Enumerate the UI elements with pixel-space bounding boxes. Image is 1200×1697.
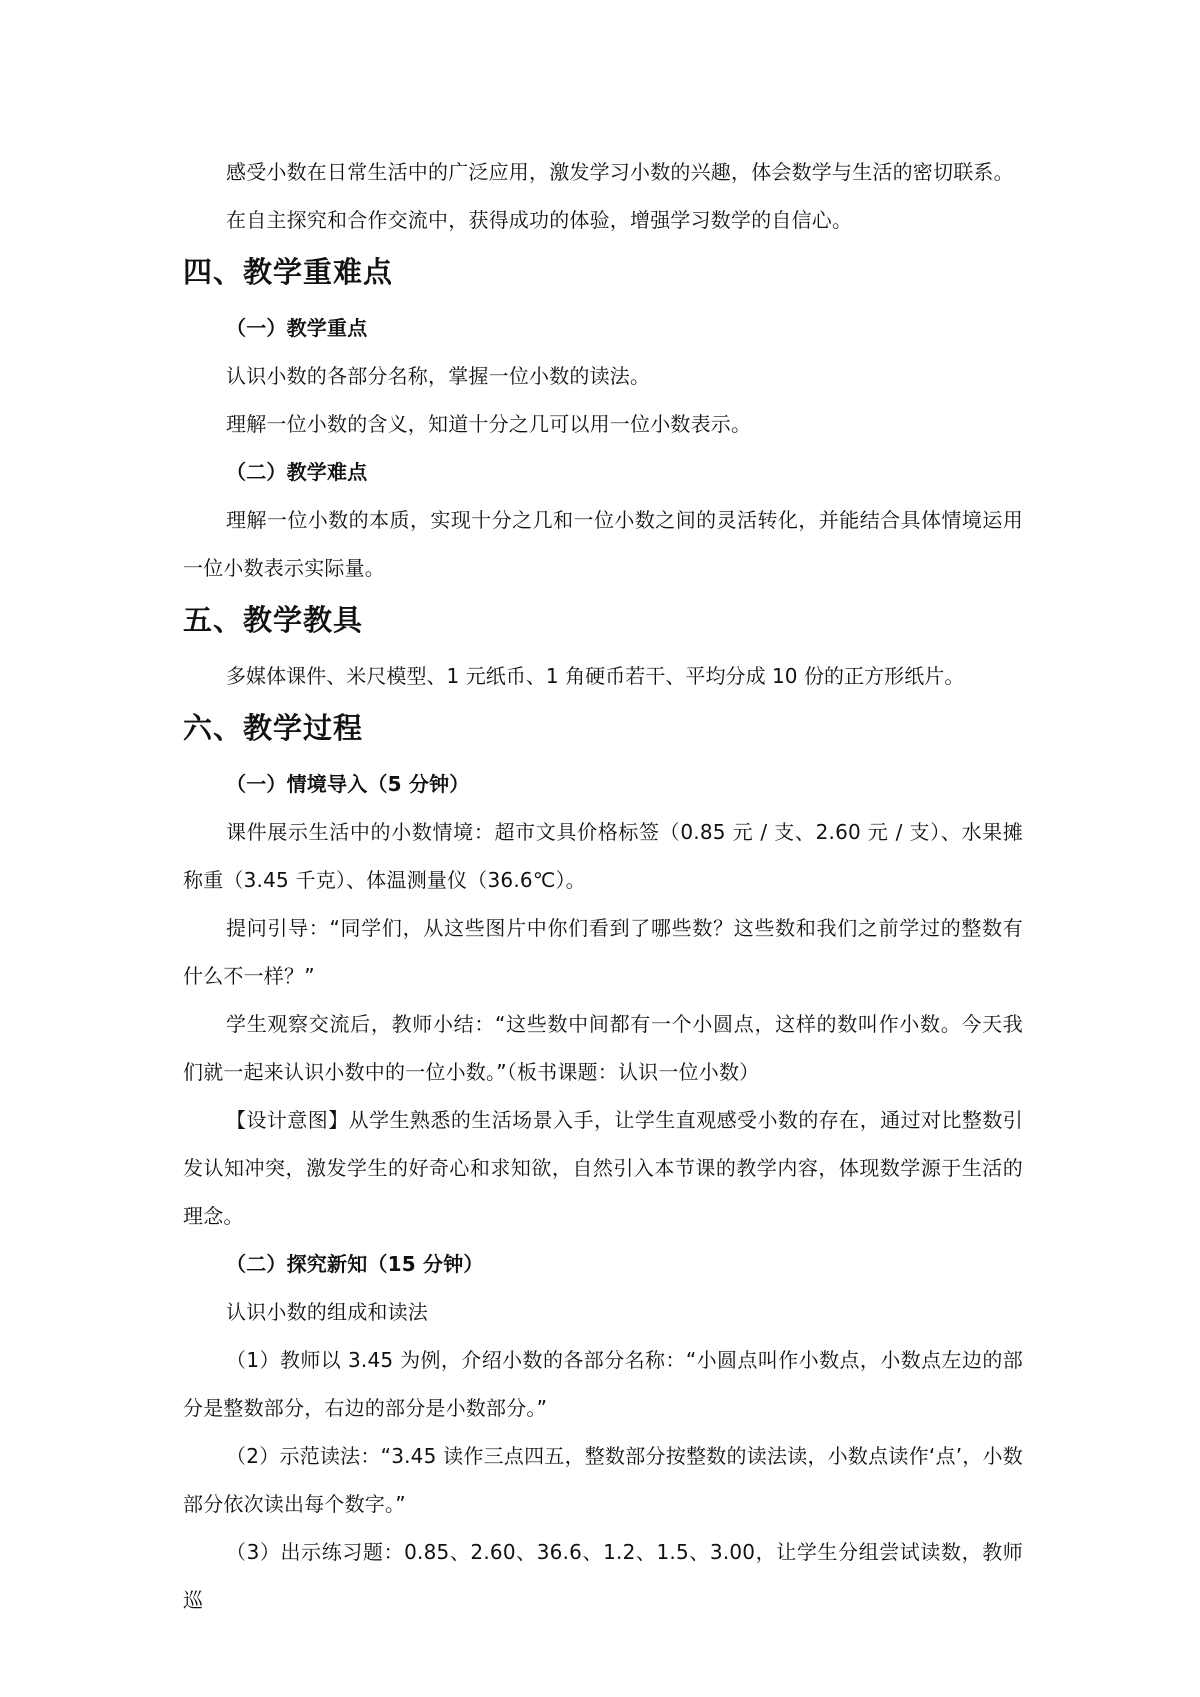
paragraph-step-2: （2）示范读法：“3.45 读作三点四五，整数部分按整数的读法读，小数点读作‘点’，小数部分依次读出每个数字。”	[183, 1444, 1023, 1516]
paragraph-confidence-goal: 在自主探究和合作交流中，获得成功的体验，增强学习数学的自信心。	[226, 208, 853, 232]
document-body	[183, 148, 1023, 1624]
paragraph-step-3: （3）出示练习题：0.85、2.60、36.6、1.2、1.5、3.00，让学生分组尝试读数，教师巡	[183, 1540, 1023, 1612]
paragraph-teacher-summary: 学生观察交流后，教师小结：“这些数中间都有一个小圆点，这样的数叫作小数。今天我们就一起来认识小数中的一位小数。”（板书课题：认识一位小数）	[183, 1012, 1023, 1084]
section-heading-teaching-aids: 五、教学教具	[183, 603, 364, 637]
paragraph-focus-2: 理解一位小数的含义，知道十分之几可以用一位小数表示。	[226, 412, 752, 436]
subheading-situation-intro: （一）情境导入（5 分钟）	[226, 772, 470, 796]
subheading-explore-new-knowledge: （二）探究新知（15 分钟）	[226, 1252, 484, 1276]
section-heading-teaching-process: 六、教学过程	[183, 711, 364, 745]
section-heading-key-difficult-points: 四、教学重难点	[183, 255, 394, 289]
paragraph-step-1: （1）教师以 3.45 为例，介绍小数的各部分名称：“小圆点叫作小数点，小数点左边的部分是整数部分，右边的部分是小数部分。”	[183, 1348, 1023, 1420]
paragraph-question-guide: 提问引导：“同学们，从这些图片中你们看到了哪些数？这些数和我们之前学过的整数有什么不一样？”	[183, 916, 1023, 988]
paragraph-courseware-display: 课件展示生活中的小数情境：超市文具价格标签（0.85 元 / 支、2.60 元 / 支）、水果摊称重（3.45 千克）、体温测量仪（36.6℃）。	[183, 820, 1023, 892]
subheading-teaching-difficulty: （二）教学难点	[226, 460, 368, 484]
paragraph-emotion-goal: 感受小数在日常生活中的广泛应用，激发学习小数的兴趣，体会数学与生活的密切联系。	[226, 160, 1014, 184]
paragraph-difficulty: 理解一位小数的本质，实现十分之几和一位小数之间的灵活转化，并能结合具体情境运用一位小数表示实际量。	[183, 508, 1023, 580]
paragraph-focus-1: 认识小数的各部分名称，掌握一位小数的读法。	[226, 364, 651, 388]
paragraph-composition-reading: 认识小数的组成和读法	[226, 1300, 428, 1324]
paragraph-design-intent: 【设计意图】从学生熟悉的生活场景入手，让学生直观感受小数的存在，通过对比整数引发认知冲突，激发学生的好奇心和求知欲，自然引入本节课的教学内容，体现数学源于生活的理念。	[183, 1108, 1023, 1228]
subheading-teaching-focus: （一）教学重点	[226, 316, 368, 340]
paragraph-teaching-aids: 多媒体课件、米尺模型、1 元纸币、1 角硬币若干、平均分成 10 份的正方形纸片。	[226, 664, 965, 688]
